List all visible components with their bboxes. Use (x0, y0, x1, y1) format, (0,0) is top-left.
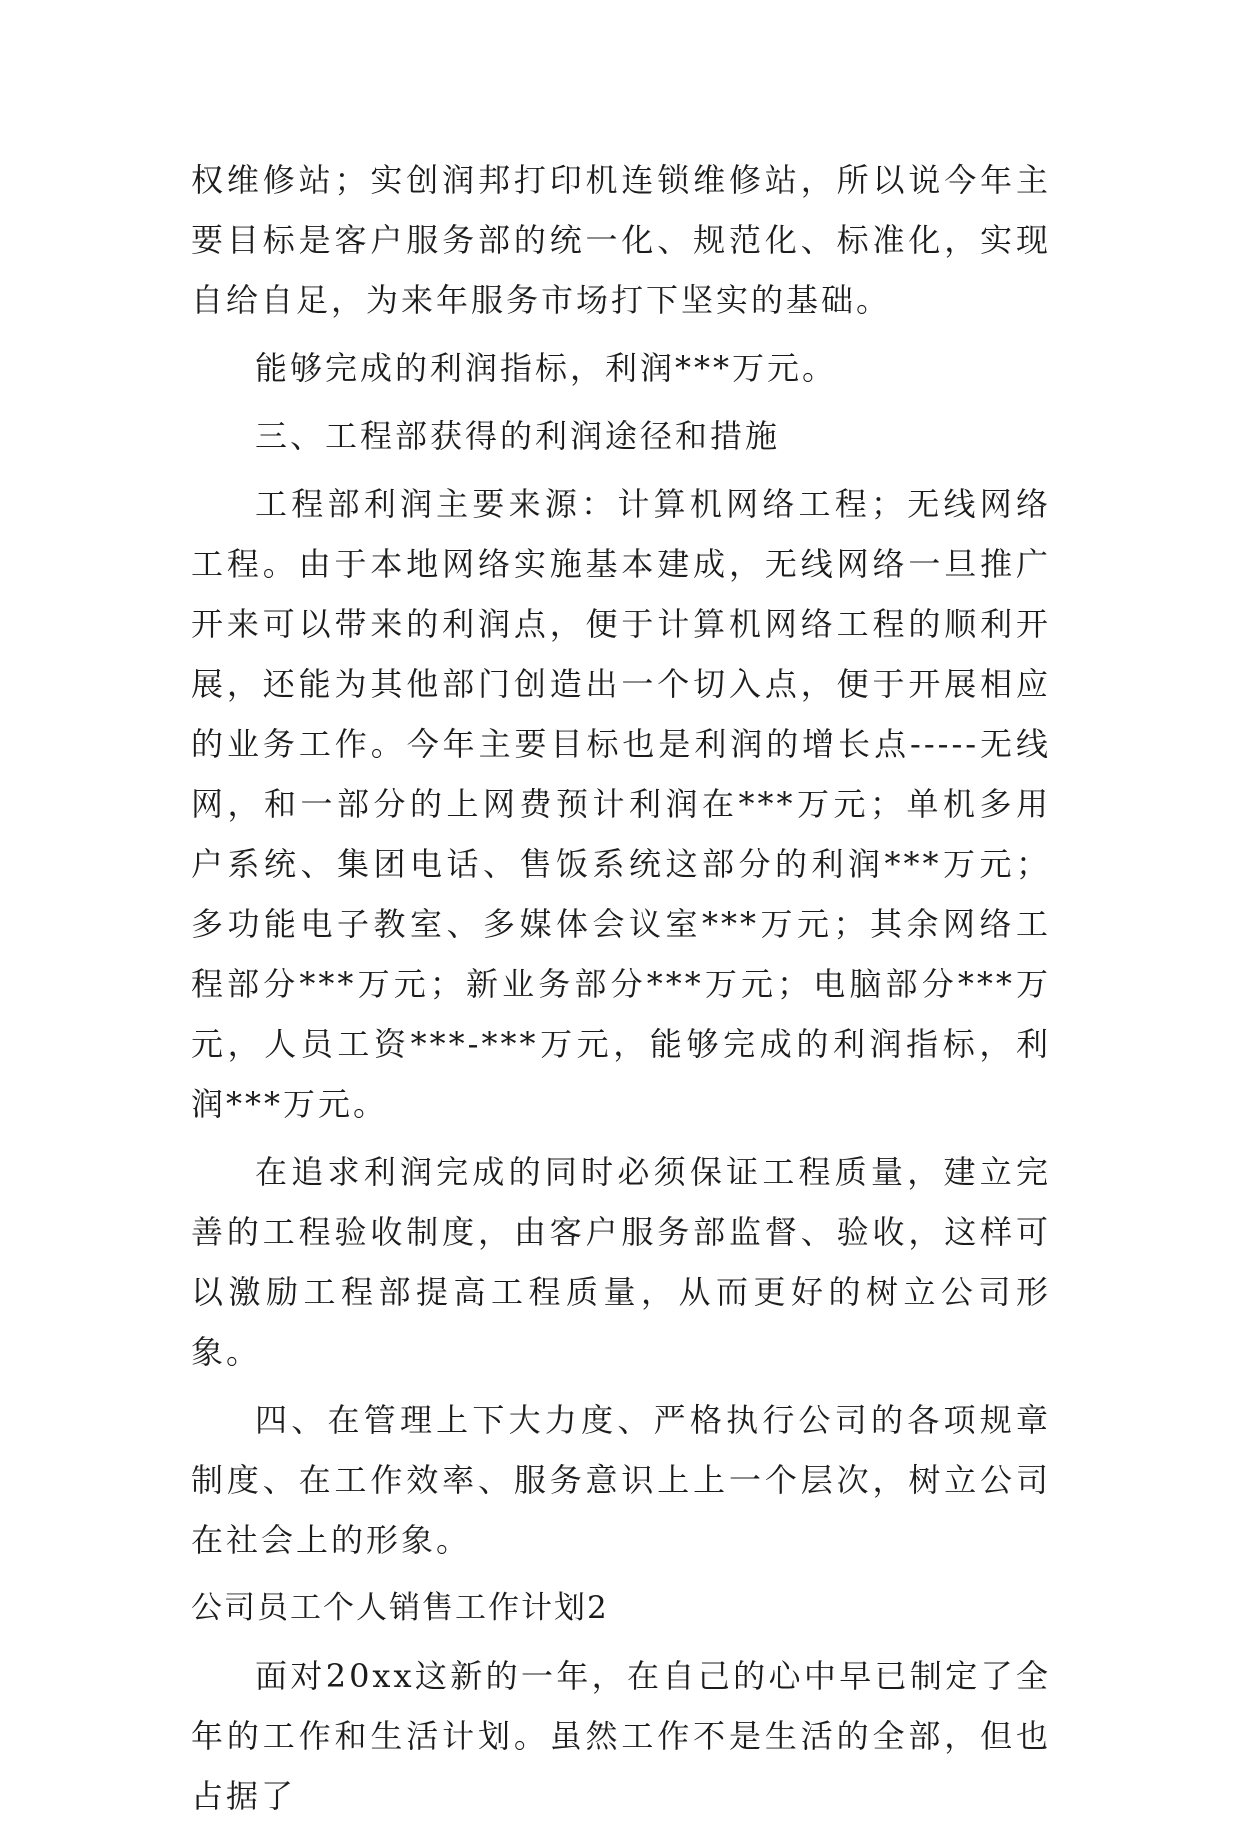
paragraph-section-four: 四、在管理上下大力度、严格执行公司的各项规章制度、在工作效率、服务意识上上一个层次，树立公司在社会上的形象。 (191, 1401, 1051, 1559)
section-heading: 公司员工个人销售工作计划2 (191, 1590, 609, 1626)
paragraph-section-three-title: 三、工程部获得的利润途径和措施 (255, 417, 781, 455)
paragraph-continuation: 权维修站；实创润邦打印机连锁维修站，所以说今年主要目标是客户服务部的统一化、规范化、标准化，实现自给自足，为来年服务市场打下坚实的基础。 (191, 161, 1051, 319)
document-body (191, 150, 1051, 1834)
paragraph-new-year: 面对20xx这新的一年，在自己的心中早已制定了全年的工作和生活计划。虽然工作不是生活的全部，但也占据了 (191, 1657, 1051, 1815)
paragraph-quality: 在追求利润完成的同时必须保证工程质量，建立完善的工程验收制度，由客户服务部监督、验收，这样可以激励工程部提高工程质量，从而更好的树立公司形象。 (191, 1153, 1051, 1371)
paragraph-engineering-profit: 工程部利润主要来源：计算机网络工程；无线网络工程。由于本地网络实施基本建成，无线网络一旦推广开来可以带来的利润点，便于计算机网络工程的顺利开展，还能为其他部门创造出一个切入点，便于开展相应的业务工作。今年主要目标也是利润的增长点-----无线网，和一部分的上网费预计利润在***万元；单机多用户系统、集团电话、售饭系统这部分的利润***万元；多功能电子教室、多媒体会议室***万元；其余网络工程部分***万元；新业务部分***万元；电脑部分***万元，人员工资***-***万元，能够完成的利润指标，利润***万元。 (191, 485, 1051, 1123)
paragraph-profit-target: 能够完成的利润指标，利润***万元。 (255, 349, 838, 387)
